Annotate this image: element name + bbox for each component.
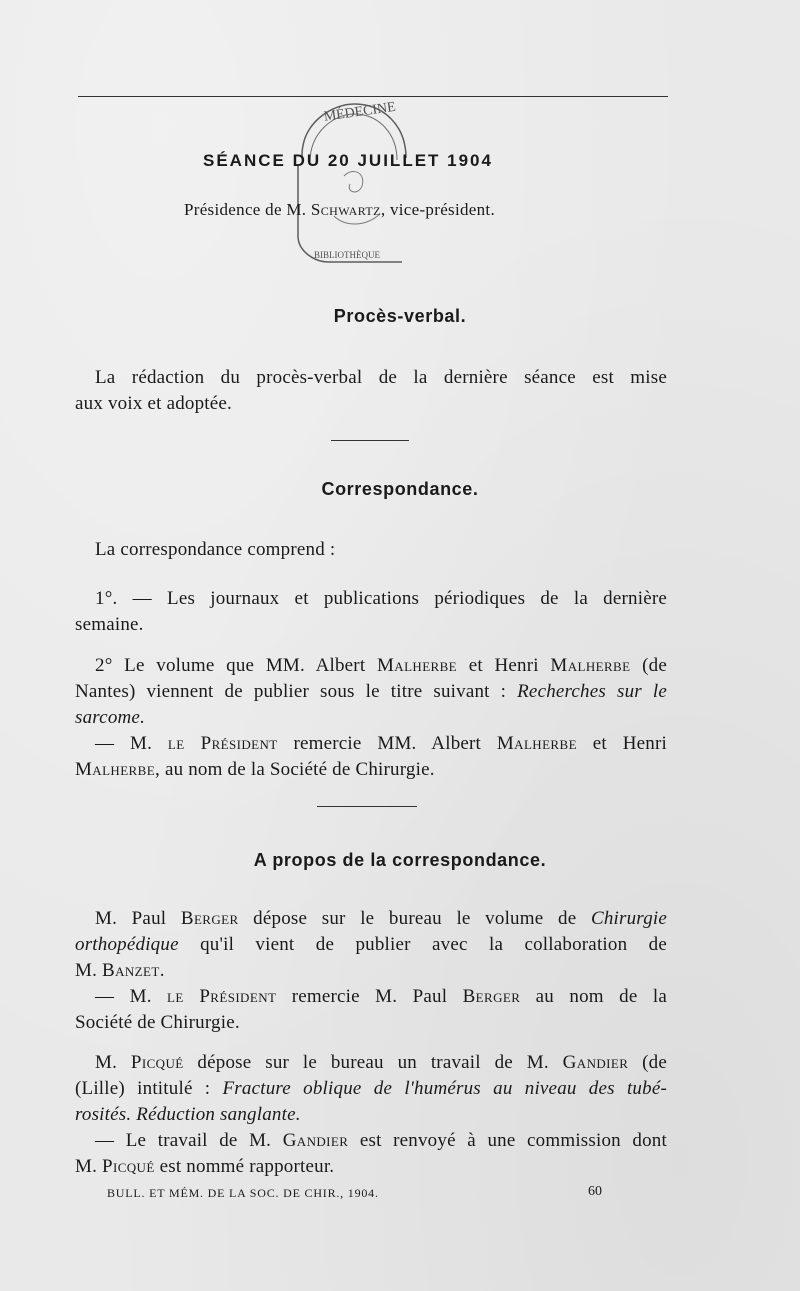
proces-verbal-line-2: aux voix et adoptée. <box>75 393 233 414</box>
item2-line-3: sarcome. <box>75 707 146 728</box>
p1-line-1: M. Paul Berger dépose sur le bureau le volume de Chirurgie <box>95 908 667 929</box>
stamp-bottom-text: BIBLIOTHÈQUE <box>314 250 380 260</box>
presidence-line <box>184 200 495 220</box>
section-title-a-propos: A propos de la correspondance. <box>253 850 547 870</box>
item2-thanks-line-1: — M. le Président remercie MM. Albert Malherbe et Henri <box>95 733 667 754</box>
p1-thanks-line-1: — M. le Président remercie M. Paul Berger au nom de la <box>95 986 668 1007</box>
presidence-prefix: Présidence de M. <box>184 200 307 219</box>
a-propos-paragraph-2 <box>75 1050 667 1180</box>
correspondance-item-1 <box>75 586 667 638</box>
p2-line-2: (Lille) intitulé : Fracture oblique de l'humérus au niveau des tubé- <box>75 1078 667 1099</box>
correspondance-intro <box>75 537 667 563</box>
section-title-correspondance: Correspondance. <box>321 479 479 499</box>
correspondance-item-2 <box>75 653 667 783</box>
item1-line-1: 1°. — Les journaux et publications périodiques de la dernière <box>95 588 667 609</box>
presidence-suffix: , vice-président. <box>380 200 495 219</box>
section-divider <box>317 806 417 807</box>
item2-thanks-line-2: Malherbe, au nom de la Société de Chirurgie. <box>75 759 435 780</box>
session-heading: SÉANCE DU 20 JUILLET 1904 <box>203 151 493 170</box>
section-title-proces-verbal: Procès-verbal. <box>333 306 467 326</box>
item1-line-2: semaine. <box>75 614 144 635</box>
section-divider <box>331 440 409 441</box>
proces-verbal-paragraph <box>75 365 667 417</box>
footer-citation: BULL. ET MÉM. DE LA SOC. DE CHIR., 1904. <box>107 1186 379 1200</box>
p1-line-3: M. Banzet. <box>75 960 165 981</box>
p2-line-3: rosités. Réduction sanglante. <box>75 1104 301 1125</box>
presidence-name: Schwartz <box>310 200 381 219</box>
item2-line-2: Nantes) viennent de publier sous le titre suivant : Recherches sur le <box>75 681 667 702</box>
proces-verbal-line-1: La rédaction du procès-verbal de la dernière séance est mise <box>95 367 667 388</box>
page-number: 60 <box>588 1184 602 1199</box>
p1-line-2: orthopédique qu'il vient de publier avec la collaboration de <box>75 934 667 955</box>
p2-thanks-line-2: M. Picqué est nommé rapporteur. <box>75 1156 335 1177</box>
item2-line-1: 2° Le volume que MM. Albert Malherbe et Henri Malherbe (de <box>95 655 667 676</box>
stamp-top-text: MÉDECINE <box>322 99 397 125</box>
library-stamp <box>284 96 414 266</box>
p1-thanks-line-2: Société de Chirurgie. <box>75 1012 240 1033</box>
p2-thanks-line-1: — Le travail de M. Gandier est renvoyé à une commission dont <box>95 1130 667 1151</box>
correspondance-intro-text: La correspondance comprend : <box>95 539 336 560</box>
a-propos-paragraph-1 <box>75 906 667 1036</box>
p2-line-1: M. Picqué dépose sur le bureau un travail de M. Gandier (de <box>95 1052 667 1073</box>
